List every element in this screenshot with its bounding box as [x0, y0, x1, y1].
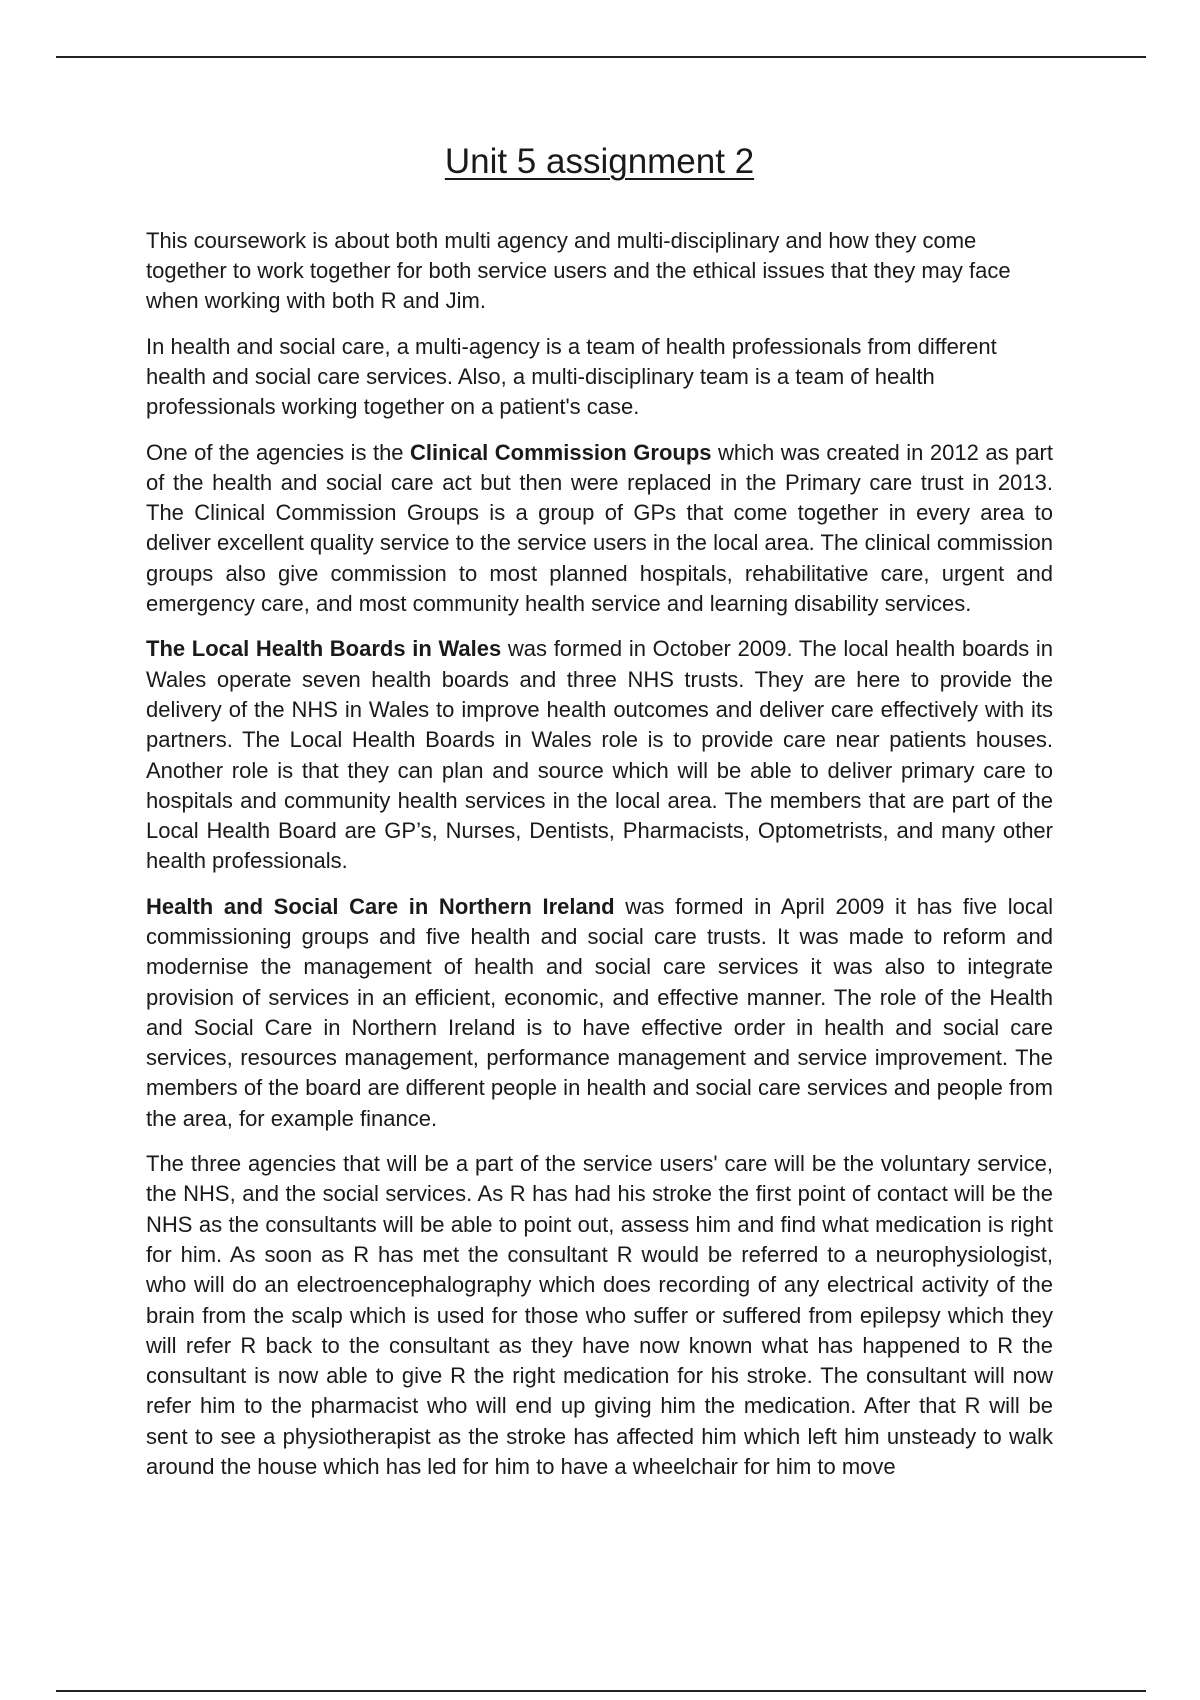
paragraph-text: In health and social care, a multi-agency is a team of health professionals from different health and social care services. Also, a multi-disciplinary team is a team of health professionals working together on a patient's case.	[146, 333, 997, 420]
paragraph-intro	[146, 226, 1053, 317]
paragraph-definitions	[146, 332, 1053, 423]
paragraph-bold-term: Clinical Commission Groups	[410, 439, 712, 465]
document-body	[146, 140, 1053, 1497]
paragraph-hsc-northern-ireland	[146, 892, 1053, 1134]
paragraph-local-health-boards-wales	[146, 634, 1053, 876]
paragraph-text: which was created in 2012 as part of the health and social care act but then were replaced in the Primary care trust in 2013. The Clinical Commission Groups is a group of GPs that come together in every area to deliver excellent quality service to the service users in the local area. The clinical commission groups also give commission to most planned hospitals, rehabilitative care, urgent and emergency care, and most community health service and learning disability services.	[146, 439, 1053, 617]
paragraph-bold-term: Health and Social Care in Northern Ireland	[146, 893, 615, 919]
bottom-rule	[56, 1690, 1146, 1692]
paragraph-text: was formed in October 2009. The local health boards in Wales operate seven health boards and three NHS trusts. They are here to provide the delivery of the NHS in Wales to improve health outcomes and deliver care effectively with its partners. The Local Health Boards in Wales role is to provide care near patients houses. Another role is that they can plan and source which will be able to deliver primary care to hospitals and community health services in the local area. The members that are part of the Local Health Board are GP’s, Nurses, Dentists, Pharmacists, Optometrists, and many other health professionals.	[146, 636, 1054, 874]
paragraph-three-agencies	[146, 1149, 1053, 1482]
paragraph-clinical-commission-groups	[146, 438, 1053, 620]
paragraph-text: The three agencies that will be a part of the service users' care will be the voluntary service, the NHS, and the social services. As R has had his stroke the first point of contact will be the NHS as the consultants will be able to point out, assess him and find what medication is right for him. As soon as R has met the consultant R would be referred to a neurophysiologist, who will do an electroencephalography which does recording of any electrical activity of the brain from the scalp which is used for those who suffer or suffered from epilepsy which they will refer R back to the consultant as they have now known what has happened to R the consultant is now able to give R the right medication for his stroke. The consultant will now refer him to the pharmacist who will end up giving him the medication. After that R will be sent to see a physiotherapist as the stroke has affected him which left him unsteady to walk around the house which has led for him to have a wheelchair for him to move	[146, 1151, 1053, 1480]
paragraph-text: was formed in April 2009 it has five local commissioning groups and five health and social care trusts. It was made to reform and modernise the management of health and social care services it was also to integrate provision of services in an efficient, economic, and effective manner. The role of the Health and Social Care in Northern Ireland is to have effective order in health and social care services, resources management, performance management and service improvement. The members of the board are different people in health and social care services and people from the area, for example finance.	[146, 893, 1053, 1131]
paragraph-prefix: One of the agencies is the	[146, 439, 411, 465]
top-rule	[56, 56, 1146, 58]
document-title: Unit 5 assignment 2	[444, 142, 755, 181]
paragraph-text: This coursework is about both multi agency and multi-disciplinary and how they come together to work together for both service users and the ethical issues that they may face when working with both R and Jim.	[146, 227, 1011, 314]
paragraph-bold-term: The Local Health Boards in Wales	[146, 636, 502, 662]
